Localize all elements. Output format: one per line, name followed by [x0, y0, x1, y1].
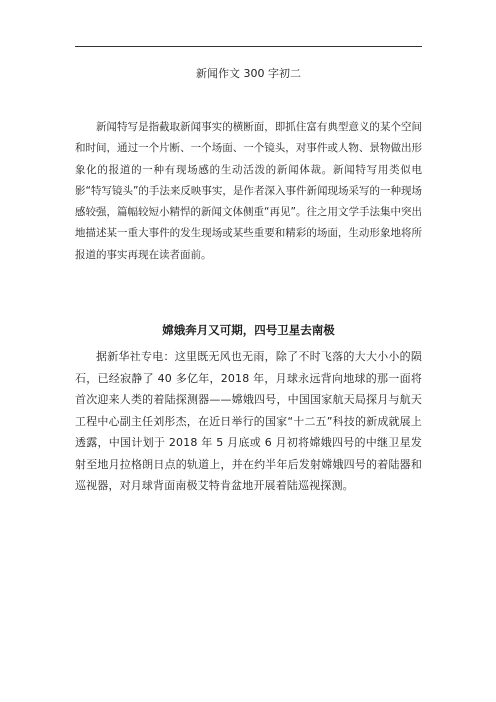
document-title: 新闻作文 300 字初二	[196, 67, 301, 80]
article-heading: 嫦娥奔月又可期，四号卫星去南极	[162, 323, 335, 337]
header-rule	[75, 46, 422, 47]
intro-paragraph: 新闻特写是指截取新闻事实的横断面，即抓住富有典型意义的某个空间和时间，通过一个片断、一个场面、一个镜头，对事件或人物、景物做出形象化的报道的一种有现场感的生动活泼的新闻体裁。新闻特写用类似电影“特写镜头”的手法来反映事实，是作者深入事件新闻现场采写的一种现场感较强，篇幅较短小精悍的新闻文体侧重“再见”。往之用文学手法集中突出地描述某一重大事件的发生现场或某些重要和精彩的场面，生动形象地将所报道的事实再现在读者面前。	[75, 121, 422, 261]
article-paragraph: 据新华社专电：这里既无风也无雨，除了不时飞落的大大小小的陨石，已经寂静了 40 多亿年，2018 年，月球永远背向地球的那一面将首次迎来人类的着陆探测器——嫦娥四号，中国国家航天局探月与航天工程中心副主任刘彤杰，在近日举行的国家“十二五”科技的新成就展上透露，中国计划于 2018 年 5 月底或 6 月初将嫦娥四号的中继卫星发射至地月拉格朗日点的轨道上，并在约半年后发射嫦娥四号的着陆器和巡视器，对月球背面南极艾特肯盆地开展着陆巡视探测。	[75, 350, 422, 492]
